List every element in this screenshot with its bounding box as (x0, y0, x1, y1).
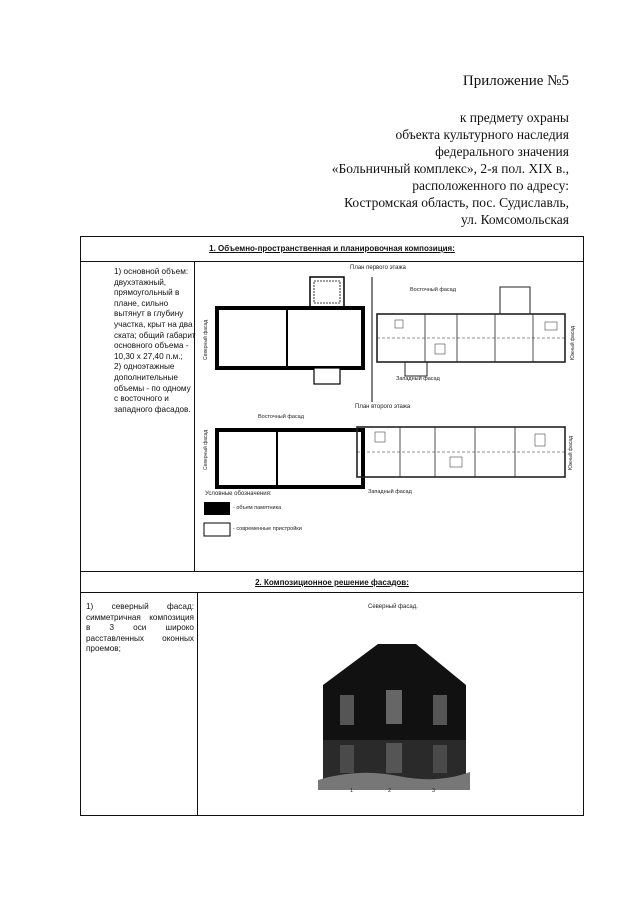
axis-label: 3 (432, 788, 436, 794)
first-floor-plan-title: План первого этажа (350, 265, 406, 271)
section2-description: 1) северный фасад: симметричная композиция в 3 оси широко расставленных оконных проемов; (86, 602, 194, 654)
legend-monument-label: - объем памятника (233, 505, 282, 511)
appendix-number: Приложение №5 (462, 73, 569, 89)
west-facade-label-2: Западный фасад (368, 489, 412, 495)
legend-modern-label: - современные пристройки (233, 526, 302, 532)
header-line: ул. Комсомольская (460, 212, 569, 227)
north-facade-photo-title: Северный фасад. (368, 604, 418, 610)
column-divider (197, 592, 198, 816)
south-facade-label-1: Южный фасад (570, 325, 576, 360)
axis-label: 1 (350, 788, 354, 794)
section1-title: 1. Объемно-пространственная и планировочная композиция: (209, 244, 455, 253)
second-floor-detailed-plan (357, 427, 565, 477)
header-line: Костромская область, пос. Судиславль, (344, 195, 569, 210)
second-floor-schematic (217, 430, 363, 487)
header-line: расположенного по адресу: (412, 178, 569, 193)
header-line: «Больничный комплекс», 2-я пол. XIX в., (331, 161, 569, 176)
annex-text: 2) одноэтажные дополнительные объемы - по одному с восточного и западного фасадов. (114, 362, 191, 414)
axis-label: 2 (388, 788, 392, 794)
second-floor-plan-title: План второго этажа (355, 404, 411, 410)
west-facade-label-1: Западный фасад (396, 376, 440, 382)
legend-title: Условные обозначения: (205, 491, 272, 497)
east-facade-label-2: Восточный фасад (258, 414, 304, 420)
volume-text: 1) основной объем: двухэтажный, прямоугольный в плане, сильно вытянут в глубину участка, крыт на два ската; общий габарит основного объема - 10,30 х 27,40 п.м.; (114, 267, 196, 361)
legend-modern-swatch (204, 523, 230, 536)
section1-description (114, 267, 196, 415)
north-facade-label-2: Северный фасад (203, 429, 209, 470)
floor-plans-drawing (195, 262, 580, 567)
north-facade-label-1: Северный фасад (203, 319, 209, 360)
header-line: к предмету охраны (459, 110, 569, 125)
first-floor-detailed-plan (377, 287, 565, 376)
south-facade-label-2: Южный фасад (568, 435, 574, 470)
north-facade-photo (318, 640, 470, 790)
east-facade-label-1: Восточный фасад (410, 287, 456, 293)
first-floor-schematic (217, 277, 363, 384)
document-header (332, 109, 569, 228)
table-divider (81, 571, 583, 572)
header-line: федерального значения (435, 144, 569, 159)
table-divider (81, 592, 583, 593)
header-line: объекта культурного наследия (395, 127, 569, 142)
legend-monument-swatch (204, 502, 230, 515)
section2-title: 2. Композиционное решение фасадов: (255, 578, 409, 587)
